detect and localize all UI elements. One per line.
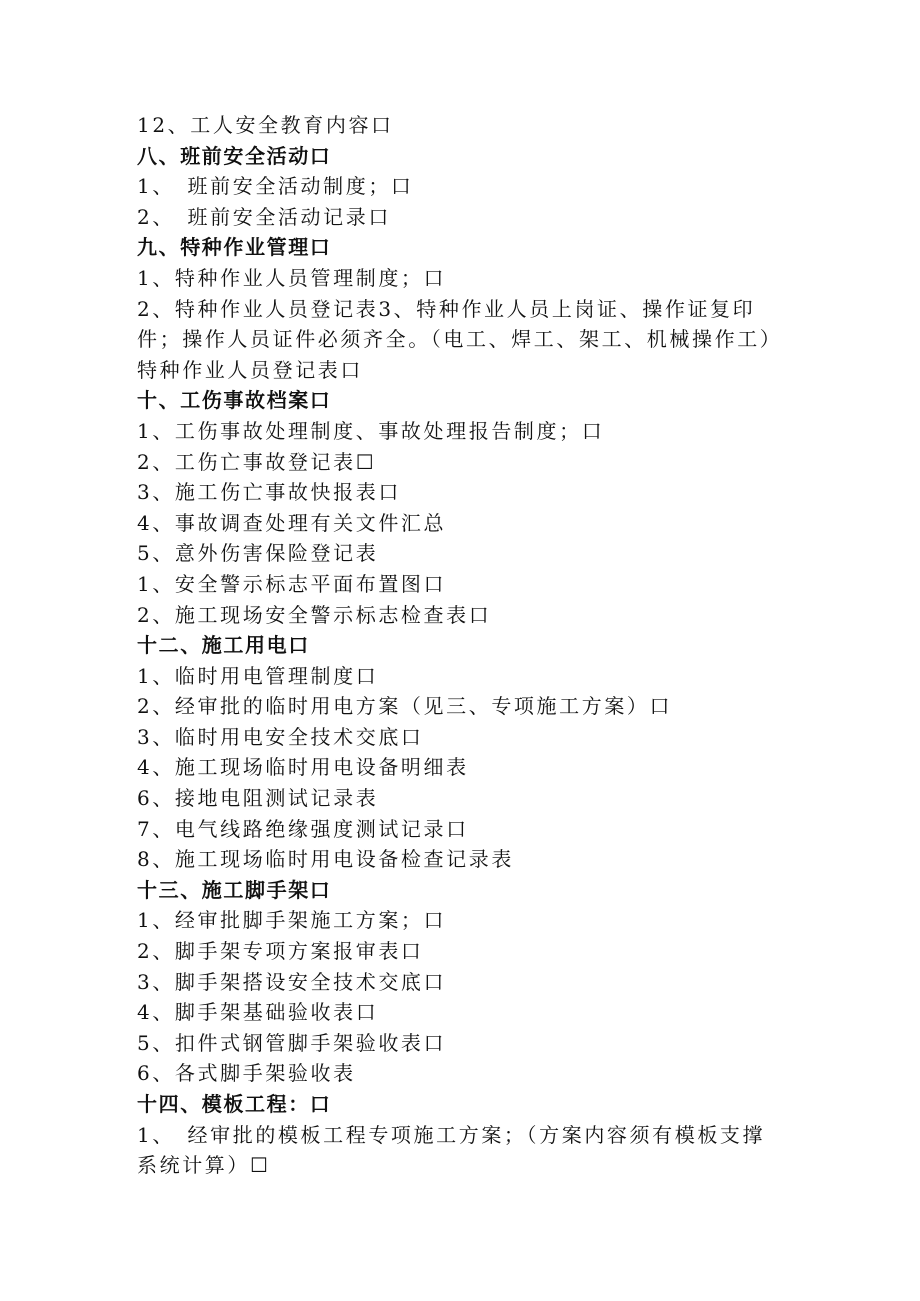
list-item: 4、施工现场临时用电设备明细表 <box>137 755 469 780</box>
list-item: 2、 班前安全活动记录口 <box>137 204 391 229</box>
section-heading: 九、特种作业管理口 <box>137 235 332 260</box>
section-heading: 十二、施工用电口 <box>137 633 310 658</box>
list-item: 2、工伤亡事故登记表☐ <box>137 449 377 474</box>
list-item: 2、经审批的临时用电方案（见三、专项施工方案）口 <box>137 694 673 719</box>
list-item: 4、脚手架基础验收表口 <box>137 1000 379 1025</box>
list-item: 1、临时用电管理制度口 <box>137 663 379 688</box>
list-item: 1、安全警示标志平面布置图口 <box>137 571 447 596</box>
list-item: 4、事故调查处理有关文件汇总 <box>137 510 447 535</box>
list-item: 6、各式脚手架验收表 <box>137 1061 356 1086</box>
list-item: 3、施工伤亡事故快报表口 <box>137 480 401 505</box>
list-item: 5、扣件式钢管脚手架验收表口 <box>137 1030 447 1055</box>
list-item: 1、经审批脚手架施工方案；口 <box>137 908 447 933</box>
list-item: 3、脚手架搭设安全技术交底口 <box>137 969 447 994</box>
list-item: 7、电气线路绝缘强度测试记录口 <box>137 816 469 841</box>
list-item: 8、施工现场临时用电设备检查记录表 <box>137 847 514 872</box>
section-heading: 十、工伤事故档案口 <box>137 388 332 413</box>
list-item-paragraph: 1、 经审批的模板工程专项施工方案；（方案内容须有模板支撑系统计算）☐ <box>137 1122 766 1178</box>
list-item: 3、临时用电安全技术交底口 <box>137 724 424 749</box>
list-item-paragraph: 2、特种作业人员登记表3、特种作业人员上岗证、操作证复印件；操作人员证件必须齐全。（电工、焊工、架工、机械操作工）特种作业人员登记表口 <box>137 296 773 382</box>
section-heading: 十四、模板工程：口 <box>137 1092 332 1117</box>
list-item: 12、工人安全教育内容口 <box>137 113 394 137</box>
list-item: 6、接地电阻测试记录表 <box>137 786 379 811</box>
list-item: 1、特种作业人员管理制度；口 <box>137 265 447 290</box>
section-heading: 八、班前安全活动口 <box>137 143 332 168</box>
section-heading: 十三、施工脚手架口 <box>137 877 332 902</box>
list-item: 2、施工现场安全警示标志检查表口 <box>137 602 492 627</box>
document-page <box>137 110 777 1181</box>
list-item: 1、 班前安全活动制度；口 <box>137 174 414 199</box>
list-item: 1、工伤事故处理制度、事故处理报告制度；口 <box>137 418 605 443</box>
list-item: 2、脚手架专项方案报审表口 <box>137 939 424 964</box>
list-item: 5、意外伤害保险登记表 <box>137 541 379 566</box>
